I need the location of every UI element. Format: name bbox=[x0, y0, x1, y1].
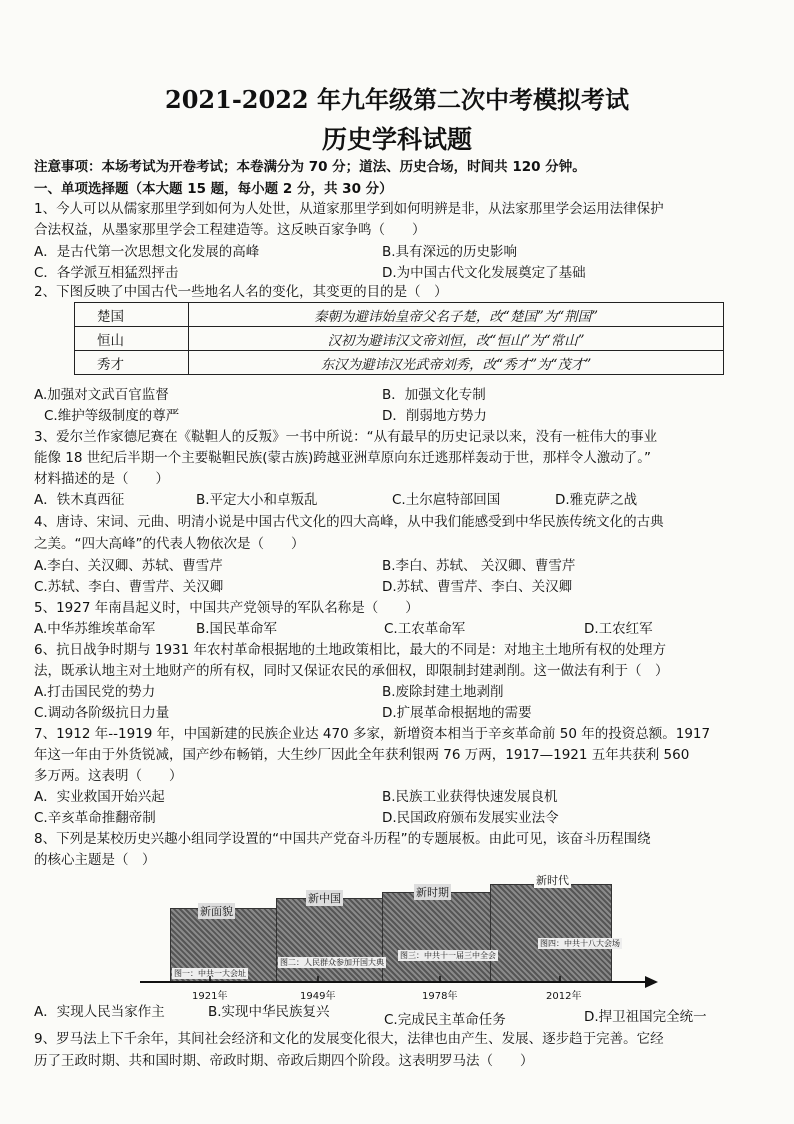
photo-caption: 图二：人民群众参加开国大典 bbox=[280, 958, 384, 967]
q4-option-d[interactable]: D.苏轼、曹雪芹、李白、关汉卿 bbox=[382, 579, 573, 595]
photo-caption: 图四：中共十八大会场 bbox=[540, 939, 620, 948]
q7-option-a[interactable]: A．实业救国开始兴起 bbox=[34, 789, 165, 805]
q5-option-a[interactable]: A.中华苏维埃革命军 bbox=[34, 621, 156, 637]
table-value: 汉初为避讳汉文帝刘恒，改“恒山”为“常山” bbox=[189, 327, 724, 351]
table-value: 秦朝为避讳始皇帝父名子楚，改“楚国”为“荆国” bbox=[189, 303, 724, 327]
q3-stem-2: 能像 18 世纪后半期一个主要鞑靼民族(蒙古族)跨越亚洲草原向东迁逃那样轰动于世，那样令人激动了。” bbox=[34, 450, 652, 466]
q5-option-d[interactable]: D.工农红军 bbox=[584, 621, 653, 637]
photo-third-plenum bbox=[382, 892, 492, 982]
q4-option-a[interactable]: A.李白、关汉卿、苏轼、曹雪芹 bbox=[34, 558, 223, 574]
era-label: 新时代 bbox=[536, 874, 569, 887]
table-value: 东汉为避讳汉光武帝刘秀，改“秀才”为“茂才” bbox=[189, 351, 724, 375]
q5-stem: 5、1927 年南昌起义时，中国共产党领导的军队名称是（ ） bbox=[34, 600, 419, 616]
photo-founding-ceremony bbox=[276, 898, 384, 982]
section-heading: 一、单项选择题（本大题 15 题，每小题 2 分，共 30 分） bbox=[34, 181, 393, 197]
q6-option-b[interactable]: B.废除封建土地剥削 bbox=[382, 684, 504, 700]
table-row bbox=[75, 351, 724, 375]
timeline-year: 2012年 bbox=[546, 991, 582, 1002]
q4-stem-1: 4、唐诗、宋词、元曲、明清小说是中国古代文化的四大高峰，从中我们能感受到中华民族传统文化的古典 bbox=[34, 514, 664, 530]
q3-stem-3: 材料描述的是（ ） bbox=[34, 471, 169, 487]
q8-option-a[interactable]: A．实现人民当家作主 bbox=[34, 1004, 165, 1020]
q2-stem: 2、下图反映了中国古代一些地名人名的变化，其变更的目的是（ ） bbox=[34, 284, 448, 300]
q7-option-b[interactable]: B.民族工业获得快速发展良机 bbox=[382, 789, 558, 805]
q7-stem-1: 7、1912 年--1919 年，中国新建的民族企业达 470 多家，新增资本相当于辛亥革命前 50 年的投资总额。1917 bbox=[34, 726, 711, 742]
table-key: 恒山 bbox=[75, 327, 189, 351]
notice-label: 注意事项： bbox=[34, 159, 102, 175]
photo-caption: 图三：中共十一届三中全会 bbox=[400, 951, 496, 960]
q2-option-b[interactable]: B．加强文化专制 bbox=[382, 387, 486, 403]
era-label: 新面貌 bbox=[200, 905, 233, 918]
timeline-year: 1921年 bbox=[192, 991, 228, 1002]
table-row bbox=[75, 327, 724, 351]
q3-option-b[interactable]: B.平定大小和卓叛乱 bbox=[196, 492, 318, 508]
timeline-year: 1978年 bbox=[422, 991, 458, 1002]
table-key: 秀才 bbox=[75, 351, 189, 375]
q3-stem-1: 3、爱尔兰作家德尼赛在《鞑靼人的反叛》一书中所说：“从有最早的历史记录以来，没有一桩伟大的事业 bbox=[34, 429, 658, 445]
name-change-table bbox=[74, 302, 724, 375]
q8-option-d[interactable]: D.捍卫祖国完全统一 bbox=[584, 1009, 707, 1025]
q4-stem-2: 之美。“四大高峰”的代表人物依次是（ ） bbox=[34, 536, 305, 552]
photo-eighteenth-congress bbox=[490, 884, 612, 982]
era-label: 新中国 bbox=[308, 892, 341, 905]
q1-option-b[interactable]: B.具有深远的历史影响 bbox=[382, 244, 518, 260]
q9-stem-1: 9、罗马法上下千余年，其间社会经济和文化的发展变化很大，法律也由产生、发展、逐步趋于完善。它经 bbox=[34, 1031, 664, 1047]
q1-option-c[interactable]: C．各学派互相猛烈抨击 bbox=[34, 265, 179, 281]
exam-title: 2021-2022 年九年级第二次中考模拟考试 bbox=[165, 85, 629, 114]
era-label: 新时期 bbox=[416, 886, 449, 899]
q2-option-a[interactable]: A.加强对文武百官监督 bbox=[34, 387, 169, 403]
q1-option-d[interactable]: D.为中国古代文化发展奠定了基础 bbox=[382, 265, 586, 281]
q7-stem-2: 年这一年由于外货锐减，国产纱布畅销，大生纱厂因此全年获利银两 76 万两，1917—1921 五年共获利 560 bbox=[34, 747, 690, 763]
q6-option-c[interactable]: C.调动各阶级抗日力量 bbox=[34, 705, 170, 721]
q8-option-c[interactable]: C.完成民主革命任务 bbox=[384, 1012, 506, 1028]
q6-option-a[interactable]: A.打击国民党的势力 bbox=[34, 684, 156, 700]
q2-option-d[interactable]: D．削弱地方势力 bbox=[382, 408, 487, 424]
q8-option-b[interactable]: B.实现中华民族复兴 bbox=[208, 1004, 330, 1020]
q8-stem-1: 8、下列是某校历史兴趣小组同学设置的“中国共产党奋斗历程”的专题展板。由此可见，该奋斗历程围绕 bbox=[34, 831, 651, 847]
q1-stem-1: 1、今人可以从儒家那里学到如何为人处世，从道家那里学到如何明辨是非，从法家那里学会运用法律保护 bbox=[34, 201, 664, 217]
q7-option-c[interactable]: C.辛亥革命推翻帝制 bbox=[34, 810, 156, 826]
q6-stem-1: 6、抗日战争时期与 1931 年农村革命根据地的土地政策相比，最大的不同是：对地主土地所有权的处理方 bbox=[34, 642, 667, 658]
q2-option-c[interactable]: C.维护等级制度的尊严 bbox=[44, 408, 180, 424]
q5-option-c[interactable]: C.工农革命军 bbox=[384, 621, 466, 637]
q6-option-d[interactable]: D.扩展革命根据地的需要 bbox=[382, 705, 532, 721]
table-key: 楚国 bbox=[75, 303, 189, 327]
q8-stem-2: 的核心主题是（ ） bbox=[34, 852, 156, 868]
q1-option-a[interactable]: A．是古代第一次思想文化发展的高峰 bbox=[34, 244, 260, 260]
exam-subtitle: 历史学科试题 bbox=[321, 125, 472, 154]
notice bbox=[34, 158, 784, 176]
q9-stem-2: 历了王政时期、共和国时期、帝政时期、帝政后期四个阶段。这表明罗马法（ ） bbox=[34, 1053, 534, 1069]
q7-option-d[interactable]: D.民国政府颁布发展实业法令 bbox=[382, 810, 559, 826]
q3-option-a[interactable]: A．铁木真西征 bbox=[34, 492, 125, 508]
q5-option-b[interactable]: B.国民革命军 bbox=[196, 621, 278, 637]
q3-option-c[interactable]: C.土尔扈特部回国 bbox=[392, 492, 501, 508]
q6-stem-2: 法，既承认地主对土地财产的所有权，同时又保证农民的承佃权，即限制封建剥削。这一做法有利于（ ） bbox=[34, 663, 669, 679]
q4-option-b[interactable]: B.李白、苏轼、 关汉卿、曹雪芹 bbox=[382, 558, 576, 574]
table-row bbox=[75, 303, 724, 327]
q1-stem-2: 合法权益，从墨家那里学会工程建造等。这反映百家争鸣（ ） bbox=[34, 222, 426, 238]
q4-option-c[interactable]: C.苏轼、李白、曹雪芹、关汉卿 bbox=[34, 579, 224, 595]
timeline-year: 1949年 bbox=[300, 991, 336, 1002]
q3-option-d[interactable]: D.雅克萨之战 bbox=[555, 492, 638, 508]
q7-stem-3: 多万两。这表明（ ） bbox=[34, 768, 183, 784]
notice-text: 本场考试为开卷考试；本卷满分为 70 分；道法、历史合场，时间共 120 分钟。 bbox=[101, 159, 586, 175]
photo-caption: 图一：中共一大会址 bbox=[174, 969, 246, 978]
